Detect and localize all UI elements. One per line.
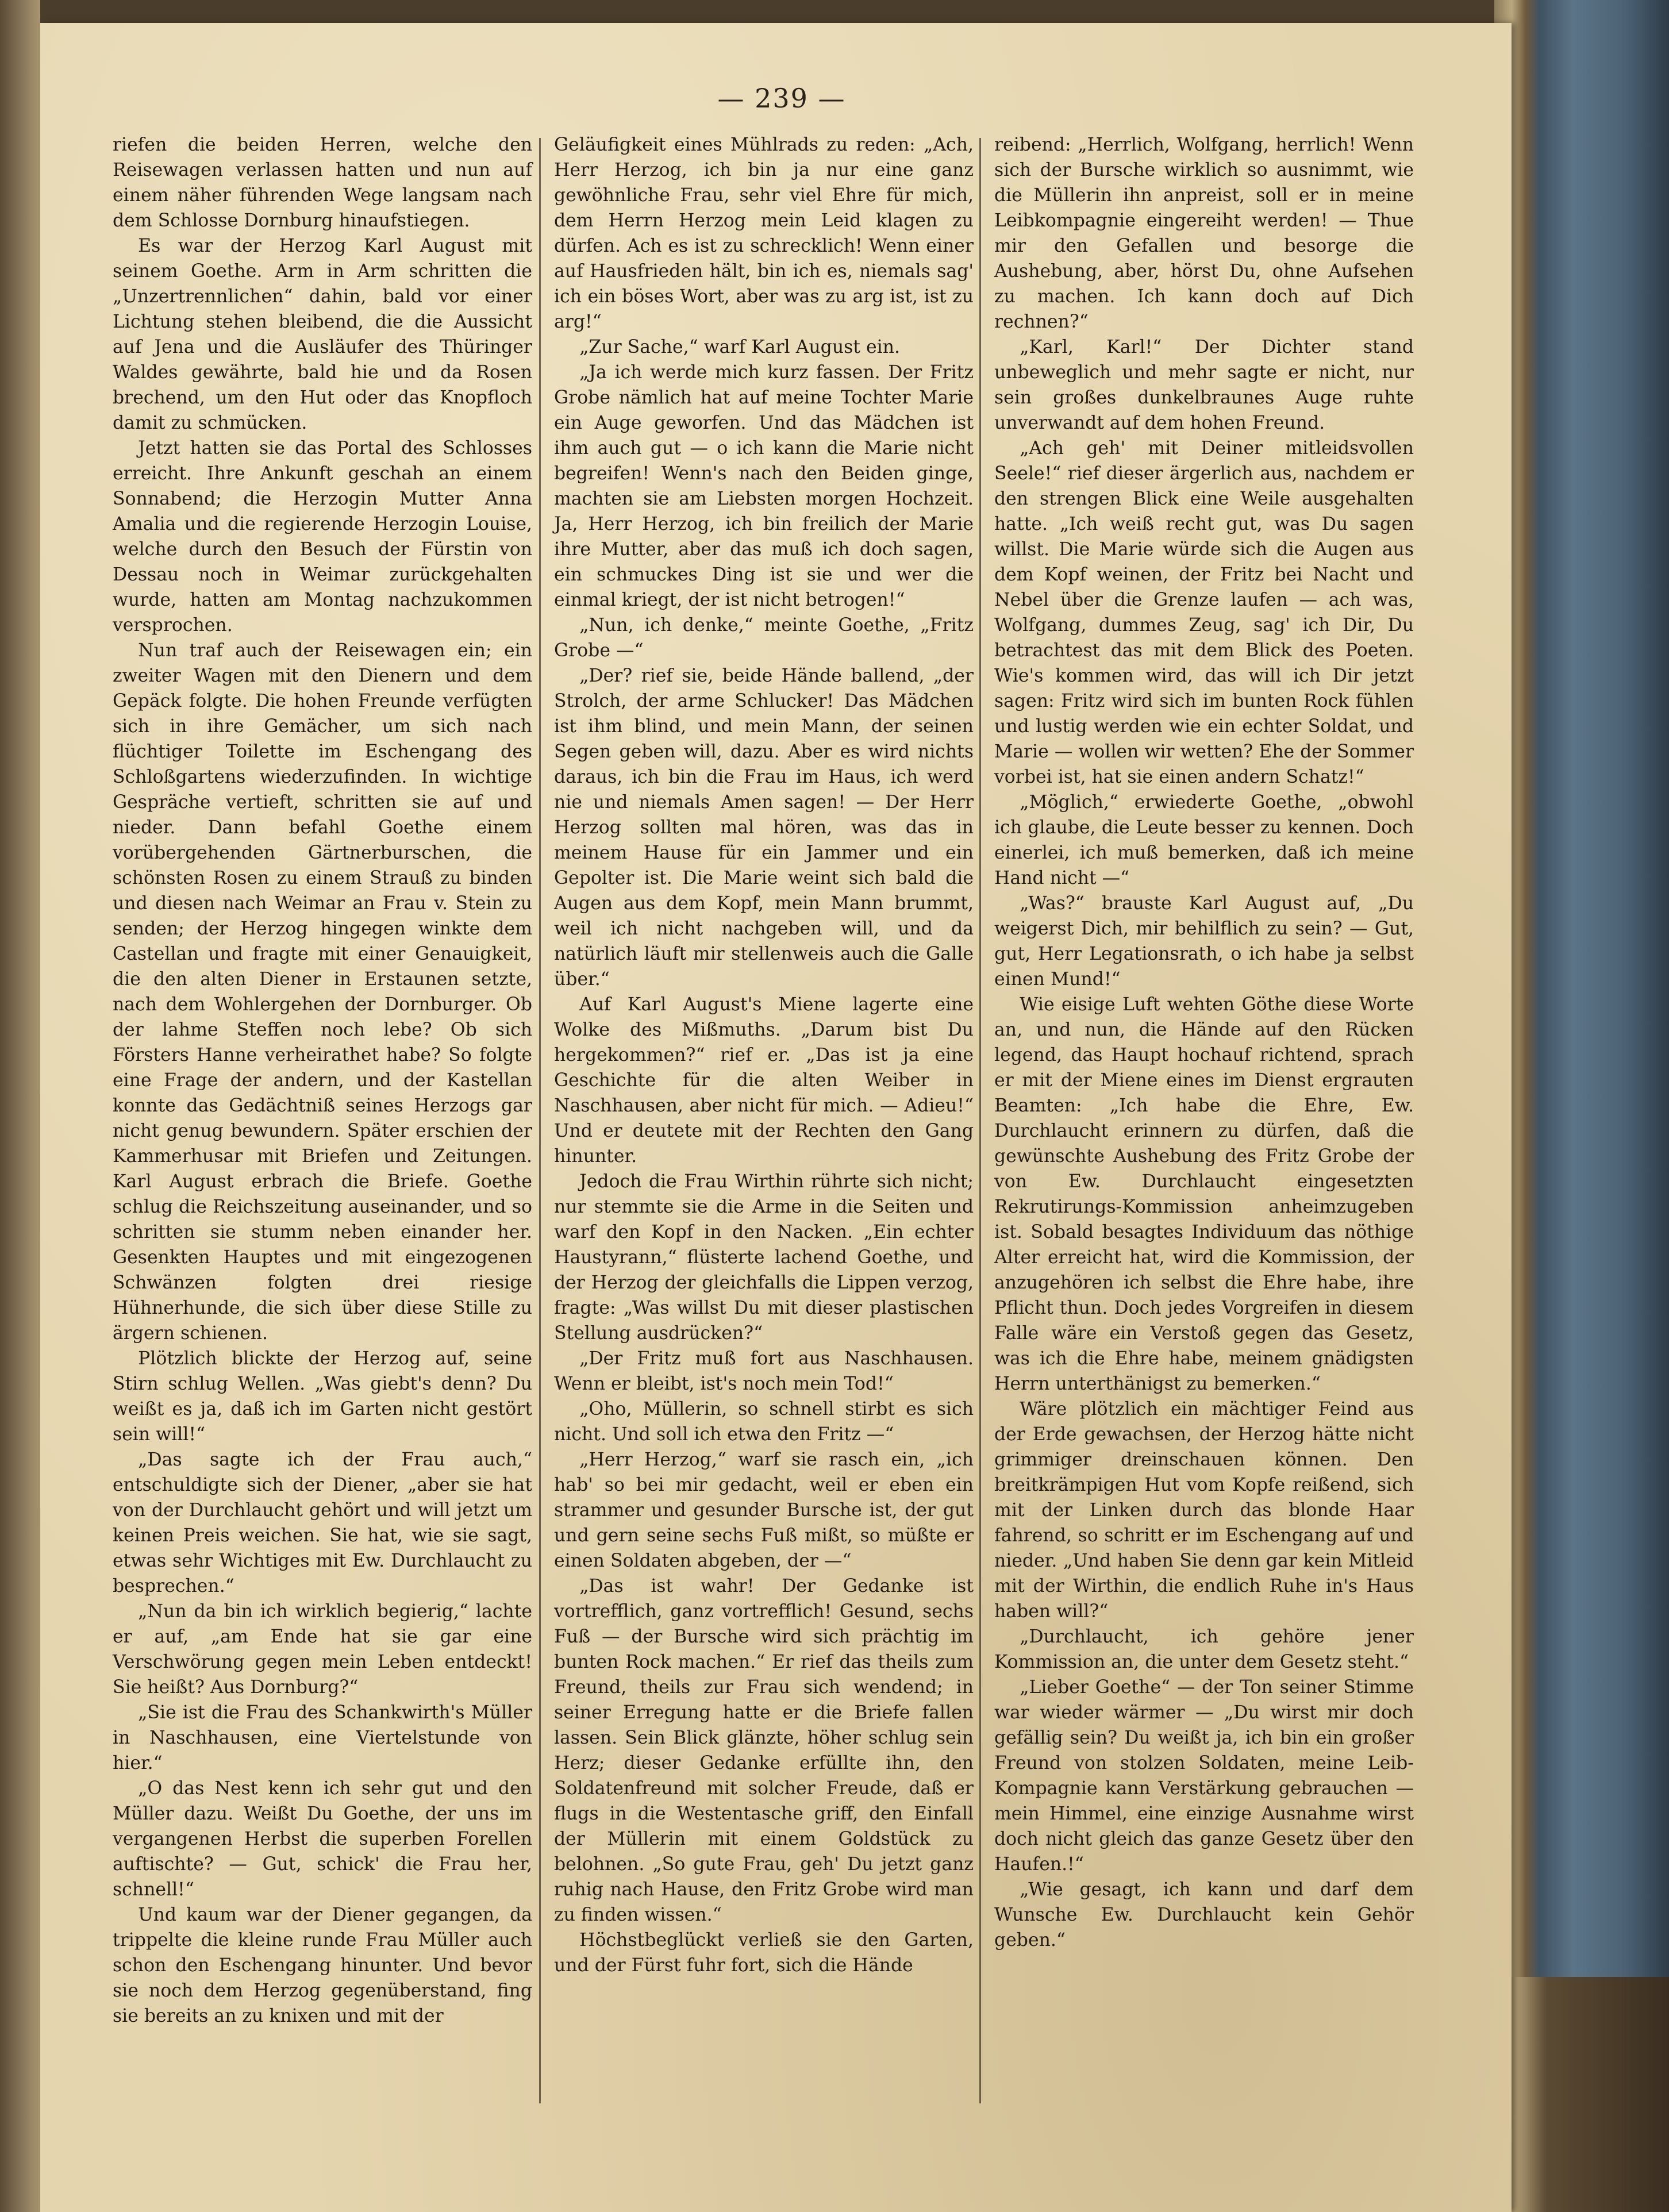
book-cover-edge [1494, 0, 1669, 2212]
paragraph: Auf Karl August's Miene lagerte eine Wolke des Mißmuths. „Darum bist Du hergekommen?“ rief er. „Das ist ja eine Geschichte für die alten Weiber in Naschhausen, aber nicht für mich. — Adieu!“ Und er deutete mit der Rechten den Gang hinunter. [554, 994, 974, 1167]
column-divider [539, 138, 541, 2103]
paragraph: Jetzt hatten sie das Portal des Schlosses erreicht. Ihre Ankunft geschah an einem Sonnabend; die Herzogin Mutter Anna Amalia und die regierende Herzogin Louise, welche durch den Besuch der Fürstin von Dessau noch in Weimar zurückgehalten wurde, hatten am Montag nachzukommen versprochen. [113, 438, 532, 636]
paragraph: „Das sagte ich der Frau auch,“ entschuldigte sich der Diener, „aber sie hat von der Durchlaucht gehört und will jetzt um keinen Preis weichen. Sie hat, wie sie sagt, etwas sehr Wichtiges mit Ew. Durchlaucht zu besprechen.“ [113, 1449, 532, 1597]
paragraph: Nun traf auch der Reisewagen ein; ein zweiter Wagen mit den Dienern und dem Gepäck folgte. Die hohen Freunde verfügten sich in ihre Gemächer, um sich nach flüchtiger Toilette im Eschengang des Schloßgartens wiederzufinden. In wichtige Gespräche vertieft, schritten sie auf und nieder. Dann befahl Goethe einem vorübergehenden Gärtnerburschen, die schönsten Rosen zu einem Strauß zu binden und diesen nach Weimar an Frau v. Stein zu senden; der Herzog hingegen winkte dem Castellan und fragte mit einer Genauigkeit, die den alten Diener in Erstaunen setzte, nach dem Wohlergehen der Dornburger. Ob der lahme Steffen noch lebe? Ob sich Försters Hanne verheirathet habe? So folgte eine Frage der andern, und der Kastellan konnte das Gedächtniß seines Herzogs gar nicht genug bewundern. Später erschien der Kammerhusar mit Briefen und Zeitungen. Karl August erbrach die Briefe. Goethe schlug die Reichszeitung auseinander, und so schritten sie stumm neben einander her. Gesenkten Hauptes und mit eingezogenen Schwänzen folgten drei riesige Hühnerhunde, die sich über diese Stille zu ärgern schienen. [113, 640, 532, 1344]
paragraph: „Nun, ich denke,“ meinte Goethe, „Fritz Grobe —“ [554, 615, 974, 661]
text-column-1 [113, 132, 532, 2029]
paragraph: Geläufigkeit eines Mühlrads zu reden: „Ach, Herr Herzog, ich bin ja nur eine ganz gewöhnliche Frau, sehr viel Ehre für mich, dem Herrn Herzog mein Leid klagen zu dürfen. Ach es ist zu schrecklich! Wenn einer auf Hausfrieden hält, bin ich es, niemals sag' ich ein böses Wort, aber was zu arg ist, ist zu arg!“ [554, 134, 974, 332]
paragraph: „Sie ist die Frau des Schankwirth's Müller in Naschhausen, eine Viertelstunde von hier.“ [113, 1702, 532, 1774]
paragraph: „Ach geh' mit Deiner mitleidsvollen Seele!“ rief dieser ärgerlich aus, nachdem er den strengen Blick eine Weile ausgehalten hatte. „Ich weiß recht gut, was Du sagen willst. Die Marie würde sich die Augen aus dem Kopf weinen, der Fritz bei Nacht und Nebel über die Grenze laufen — ach was, Wolfgang, dummes Zeug, sag' ich Dir, Du betrachtest das mit dem Blick des Poeten. Wie's kommen wird, das will ich Dir jetzt sagen: Fritz wird sich im bunten Rock fühlen und lustig werden wie ein echter Soldat, und Marie — wollen wir wetten? Ehe der Sommer vorbei ist, hat sie einen andern Schatz!“ [994, 438, 1414, 787]
paragraph: „Das ist wahr! Der Gedanke ist vortrefflich, ganz vortrefflich! Gesund, sechs Fuß — der Bursche wird sich prächtig im bunten Rock machen.“ Er rief das theils zum Freund, theils zur Frau sich wendend; in seiner Erregung hatte er die Briefe fallen lassen. Sein Blick glänzte, höher schlug sein Herz; dieser Gedanke erfüllte ihn, den Soldatenfreund mit solcher Freude, daß er flugs in die Westentasche griff, den Einfall der Müllerin mit einem Goldstück zu belohnen. „So gute Frau, geh' Du jetzt ganz ruhig nach Hause, den Fritz Grobe wird man zu finden wissen.“ [554, 1576, 974, 1925]
paragraph: Und kaum war der Diener gegangen, da trippelte die kleine runde Frau Müller auch schon den Eschengang hinunter. Und bevor sie noch dem Herzog gegenüberstand, fing sie bereits an zu knixen und mit der [113, 1905, 532, 2026]
paragraph: „Der? rief sie, beide Hände ballend, „der Strolch, der arme Schlucker! Das Mädchen ist ihm blind, und mein Mann, der seinen Segen geben will, dazu. Aber es wird nichts daraus, ich bin die Frau im Haus, ich werd nie und niemals Amen sagen! — Der Herr Herzog sollten mal hören, was das in meinem Hause für ein Jammer und ein Gepolter ist. Die Marie weint sich bald die Augen aus dem Kopf, mein Mann brummt, weil ich nicht nachgeben will, und da natürlich läuft mir stellenweis auch die Galle über.“ [554, 665, 974, 990]
paragraph: „Herr Herzog,“ warf sie rasch ein, „ich hab' so bei mir gedacht, weil er eben ein strammer und gesunder Bursche ist, der gut und gern seine sechs Fuß mißt, so müßte er einen Soldaten abgeben, der —“ [554, 1449, 974, 1571]
paragraph: „Der Fritz muß fort aus Naschhausen. Wenn er bleibt, ist's noch mein Tod!“ [554, 1348, 974, 1394]
paragraph: reibend: „Herrlich, Wolfgang, herrlich! Wenn sich der Bursche wirklich so ausnimmt, wie die Müllerin ihn anpreist, soll er in meine Leibkompagnie eingereiht werden! — Thue mir den Gefallen und besorge die Aushebung, aber, hörst Du, ohne Aufsehen zu machen. Ich kann doch auf Dich rechnen?“ [994, 134, 1414, 332]
paragraph: „Lieber Goethe“ — der Ton seiner Stimme war wieder wärmer — „Du wirst mir doch gefällig sein? Du weißt ja, ich bin ein großer Freund von stolzen Soldaten, meine Leib-Kompagnie kann Verstärkung gebrauchen — mein Himmel, eine einzige Ausnahme wirst doch nicht gleich das ganze Gesetz über den Haufen.!“ [994, 1677, 1414, 1875]
paragraph: „O das Nest kenn ich sehr gut und den Müller dazu. Weißt Du Goethe, der uns im vergangenen Herbst die superben Forellen auftischte? — Gut, schick' die Frau her, schnell!“ [113, 1778, 532, 1900]
text-column-3 [994, 132, 1414, 1953]
paragraph: „Wie gesagt, ich kann und darf dem Wunsche Ew. Durchlaucht kein Gehör geben.“ [994, 1879, 1414, 1951]
paragraph: „Was?“ brauste Karl August auf, „Du weigerst Dich, mir behilflich zu sein? — Gut, gut, Herr Legationsrath, o ich habe ja selbst einen Mund!“ [994, 893, 1414, 990]
paragraph: „Karl, Karl!“ Der Dichter stand unbeweglich und mehr sagte er nicht, nur sein großes dunkelbraunes Auge ruhte unverwandt auf dem hohen Freund. [994, 337, 1414, 433]
newspaper-page [40, 23, 1512, 2212]
paragraph: Es war der Herzog Karl August mit seinem Goethe. Arm in Arm schritten die „Unzertrennlichen“ dahin, bald vor einer Lichtung stehen bleibend, die die Aussicht auf Jena und die Ausläufer des Thüringer Waldes gewährte, bald hie und da Rosen brechend, um den Hut oder das Knopfloch damit zu schmücken. [113, 236, 532, 433]
page-number: — 239 — [717, 83, 846, 114]
book-binding-lower [1494, 1977, 1669, 2212]
paragraph: riefen die beiden Herren, welche den Reisewagen verlassen hatten und nun auf einem näher führenden Wege langsam nach dem Schlosse Dornburg hinaufstiegen. [113, 134, 532, 231]
adjacent-page-edge [0, 0, 40, 2212]
paragraph: „Nun da bin ich wirklich begierig,“ lachte er auf, „am Ende hat sie gar eine Verschwörung gegen mein Leben entdeckt! Sie heißt? Aus Dornburg?“ [113, 1601, 532, 1698]
paragraph: Wäre plötzlich ein mächtiger Feind aus der Erde gewachsen, der Herzog hätte nicht grimmiger dreinschauen können. Den breitkrämpigen Hut vom Kopfe reißend, sich mit der Linken durch das blonde Haar fahrend, so schritt er im Eschengang auf und nieder. „Und haben Sie denn gar kein Mitleid mit der Wirthin, die endlich Ruhe in's Haus haben will?“ [994, 1399, 1414, 1622]
paragraph: Jedoch die Frau Wirthin rührte sich nicht; nur stemmte sie die Arme in die Seiten und warf den Kopf in den Nacken. „Ein echter Haustyrann,“ flüsterte lachend Goethe, und der Herzog der gleichfalls die Lippen verzog, fragte: „Was willst Du mit dieser plastischen Stellung ausdrücken?“ [554, 1171, 974, 1344]
paragraph: Wie eisige Luft wehten Göthe diese Worte an, und nun, die Hände auf den Rücken legend, das Haupt hochauf richtend, sprach er mit der Miene eines im Dienst ergrauten Beamten: „Ich habe die Ehre, Ew. Durchlaucht erinnern zu dürfen, daß die gewünschte Aushebung des Fritz Grobe der von Ew. Durchlaucht eingesetzten Rekrutirungs-Kommission anheimzugeben ist. Sobald besagtes Individuum das nöthige Alter erreicht hat, wird die Kommission, der anzugehören ich selbst die Ehre habe, ihre Pflicht thun. Doch jedes Vorgreifen in diesem Falle wäre ein Verstoß gegen das Gesetz, was ich die Ehre habe, meinem gnädigsten Herrn unterthänigst zu bemerken.“ [994, 994, 1414, 1394]
paragraph: Höchstbeglückt verließ sie den Garten, und der Fürst fuhr fort, sich die Hände [554, 1930, 974, 1976]
paragraph: „Oho, Müllerin, so schnell stirbt es sich nicht. Und soll ich etwa den Fritz —“ [554, 1399, 974, 1445]
paragraph: „Möglich,“ erwiederte Goethe, „obwohl ich glaube, die Leute besser zu kennen. Doch einerlei, ich muß bemerken, daß ich meine Hand nicht —“ [994, 792, 1414, 888]
paragraph: Plötzlich blickte der Herzog auf, seine Stirn schlug Wellen. „Was giebt's denn? Du weißt es ja, daß ich im Garten nicht gestört sein will!“ [113, 1348, 532, 1445]
paragraph: „Ja ich werde mich kurz fassen. Der Fritz Grobe nämlich hat auf meine Tochter Marie ein Auge geworfen. Und das Mädchen ist ihm auch gut — o ich kann die Marie nicht begreifen! Wenn's nach den Beiden ginge, machten sie am Liebsten morgen Hochzeit. Ja, Herr Herzog, ich bin freilich der Marie ihre Mutter, aber das muß ich doch sagen, ein schmuckes Ding ist sie und wer die einmal kriegt, der ist nicht betrogen!“ [554, 362, 974, 610]
column-divider [979, 138, 981, 2103]
text-column-2 [554, 132, 974, 1978]
paragraph: „Durchlaucht, ich gehöre jener Kommission an, die unter dem Gesetz steht.“ [994, 1626, 1414, 1672]
paragraph: „Zur Sache,“ warf Karl August ein. [579, 337, 900, 357]
